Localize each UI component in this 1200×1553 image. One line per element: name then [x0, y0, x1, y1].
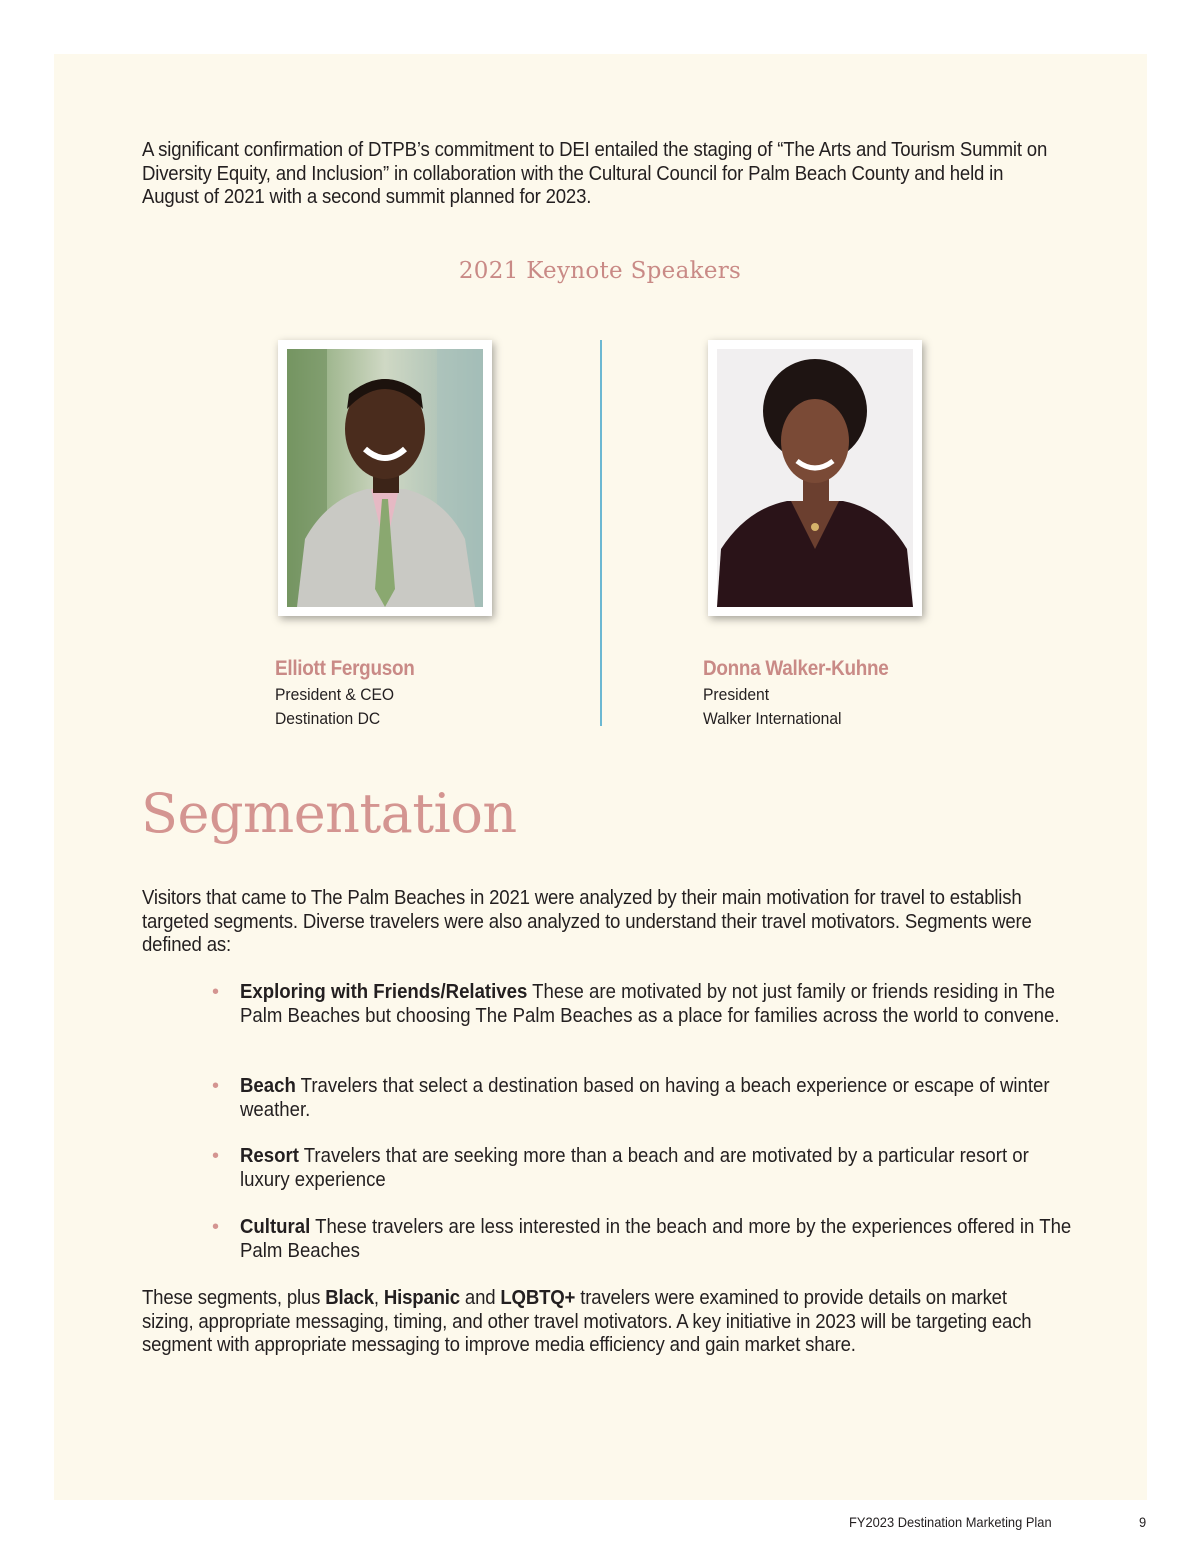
speaker-name: Donna Walker-Kuhne	[703, 657, 889, 680]
segment-description: These travelers are less interested in the beach and more by the experiences offered in The Palm Beaches	[240, 1216, 1072, 1262]
section-title: Segmentation	[141, 782, 517, 845]
segment-description: Travelers that are seeking more than a beach and are motivated by a particular resort or luxury experience	[240, 1145, 1029, 1191]
speaker-divider	[600, 340, 602, 726]
closing-paragraph	[142, 1287, 1063, 1358]
speaker-organization: Walker International	[703, 709, 842, 728]
segment-text	[240, 1075, 1082, 1122]
speaker-photo-elliott-ferguson	[278, 340, 492, 616]
speaker-photo-donna-walker-kuhne	[708, 340, 922, 616]
speaker-portrait-image	[287, 349, 483, 607]
bullet-icon: •	[212, 1075, 220, 1097]
speaker-title: President	[703, 685, 770, 704]
bullet-icon: •	[212, 1145, 220, 1167]
segment-term: Beach	[240, 1075, 296, 1097]
intro-paragraph: A significant confirmation of DTPB’s commitment to DEI entailed the staging of “The Arts and Tourism Summit on Diversity Equity, and Inclusion” in collaboration with the Cultural Council for Palm Beach County and held in August of 2021 with a second summit planned for 2023.	[142, 139, 1048, 208]
speakers-heading: 2021 Keynote Speakers	[458, 258, 742, 284]
speaker-name: Elliott Ferguson	[275, 657, 415, 680]
speaker-organization: Destination DC	[275, 709, 381, 728]
segment-term: Cultural	[240, 1216, 311, 1238]
closing-text: and	[459, 1287, 501, 1309]
footer-label: FY2023 Destination Marketing Plan	[849, 1514, 1052, 1530]
speaker-title: President & CEO	[275, 685, 395, 704]
bullet-icon: •	[212, 981, 220, 1003]
page-number: 9	[1139, 1514, 1147, 1530]
segmentation-intro: Visitors that came to The Palm Beaches in 2021 were analyzed by their main motivation for travel to establish targeted segments. Diverse travelers were also analyzed to understand their travel motivators. Segments were defined as:	[142, 887, 1032, 956]
closing-text: These segments, plus	[142, 1287, 326, 1309]
segment-text	[240, 981, 1082, 1028]
closing-bold: Hispanic	[383, 1287, 460, 1309]
closing-text: ,	[373, 1287, 384, 1309]
segment-term: Exploring with Friends/Relatives	[240, 981, 528, 1003]
speaker-portrait-image	[717, 349, 913, 607]
segment-text	[240, 1216, 1082, 1263]
closing-text: travelers were examined to provide details on market sizing, appropriate messaging, timing, and other travel motivators. A key initiative in 2023 will be targeting each segment with appropriate messaging to improve media efficiency and gain market share.	[142, 1287, 1032, 1356]
segment-text	[240, 1145, 1082, 1192]
segment-term: Resort	[240, 1145, 299, 1167]
closing-bold: Black	[325, 1287, 374, 1309]
bullet-icon: •	[212, 1216, 220, 1238]
closing-bold: LQBTQ+	[500, 1287, 576, 1309]
segment-description: Travelers that select a destination based on having a beach experience or escape of winter weather.	[240, 1075, 1050, 1121]
segment-description: These are motivated by not just family or friends residing in The Palm Beaches but choosing The Palm Beaches as a place for families across the world to convene.	[240, 981, 1060, 1027]
